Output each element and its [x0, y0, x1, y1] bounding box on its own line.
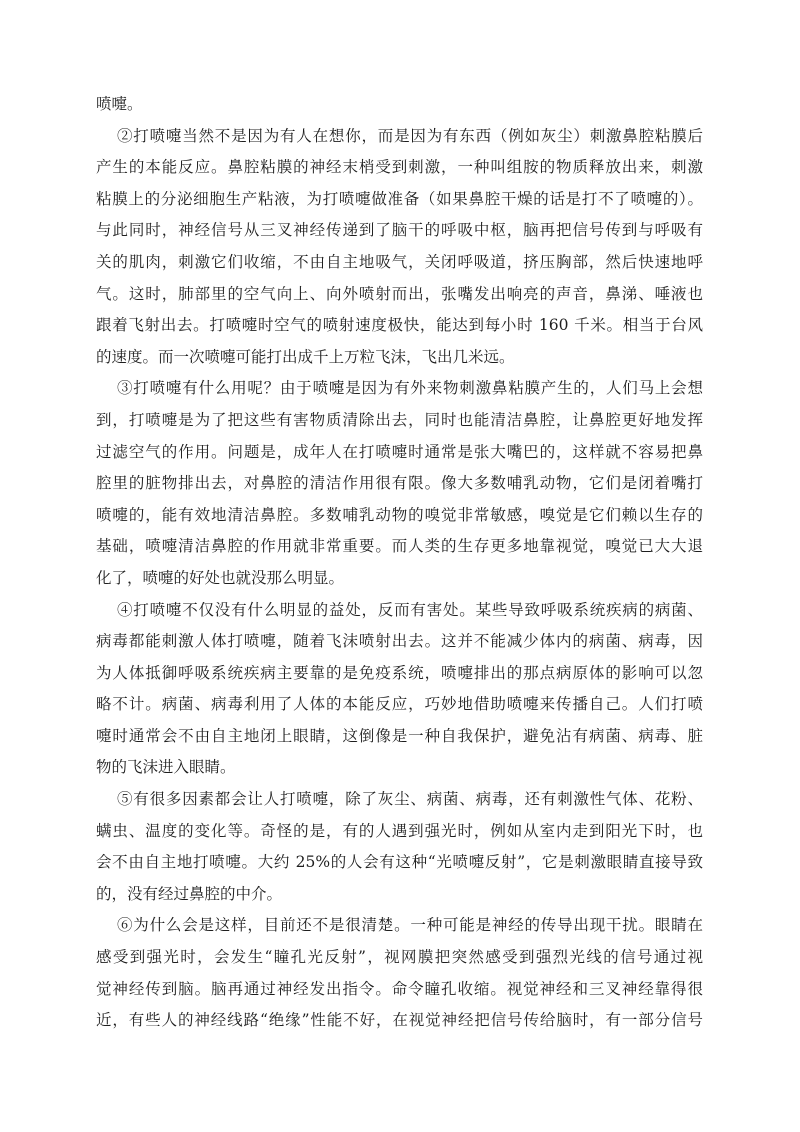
text-line: 过滤空气的作用。问题是，成年人在打喷嚏时通常是张大嘴巴的，这样就不容易把鼻: [96, 442, 703, 461]
text-line: ④打喷嚏不仅没有什么明显的益处，反而有害处。某些导致呼吸系统疾病的病菌、: [117, 600, 703, 619]
text-line: 粘膜上的分泌细胞生产粘液，为打喷嚏做准备（如果鼻腔干燥的话是打不了喷嚏的）。: [96, 189, 703, 208]
paragraph-4: [96, 595, 703, 785]
text-line: 跟着飞射出去。打喷嚏时空气的喷射速度极快，能达到每小时 160 千米。相当于台风: [96, 316, 703, 335]
text-line: ③打喷嚏有什么用呢？由于喷嚏是因为有外来物刺激鼻粘膜产生的，人们马上会想: [117, 379, 703, 398]
text-line: 嚏时通常会不由自主地闭上眼睛，这倒像是一种自我保护，避免沾有病菌、病毒、脏: [96, 726, 703, 745]
text-line: 化了，喷嚏的好处也就没那么明显。: [96, 568, 345, 587]
text-line: ⑤有很多因素都会让人打喷嚏，除了灰尘、病菌、病毒，还有刺激性气体、花粉、: [117, 790, 703, 809]
text-line: 为人体抵御呼吸系统疾病主要靠的是免疫系统，喷嚏排出的那点病原体的影响可以忽: [96, 663, 703, 682]
text-line: 气。这时，肺部里的空气向上、向外喷射而出，张嘴发出响亮的声音，鼻涕、唾液也: [96, 284, 703, 303]
paragraph-6: [96, 910, 703, 1036]
text-line: 螨虫、温度的变化等。奇怪的是，有的人遇到强光时，例如从室内走到阳光下时，也: [96, 821, 703, 840]
text-line: 感受到强光时，会发生“瞳孔光反射”，视网膜把突然感受到强烈光线的信号通过视: [96, 948, 703, 967]
text-line: 喷嚏的，能有效地清洁鼻腔。多数哺乳动物的嗅觉非常敏感，嗅觉是它们赖以生存的: [96, 505, 703, 524]
paragraph-5: [96, 784, 703, 910]
text-line: 基础，喷嚏清洁鼻腔的作用就非常重要。而人类的生存更多地靠视觉，嗅觉已大大退: [96, 537, 703, 556]
paragraph-3: [96, 373, 703, 594]
paragraph-continuation: [96, 89, 703, 121]
text-line: 腔里的脏物排出去，对鼻腔的清洁作用很有限。像大多数哺乳动物，它们是闭着嘴打: [96, 474, 703, 493]
text-line: ⑥为什么会是这样，目前还不是很清楚。一种可能是神经的传导出现干扰。眼睛在: [117, 916, 703, 935]
paragraph-2: [96, 121, 703, 374]
text-line: 略不计。病菌、病毒利用了人体的本能反应，巧妙地借助喷嚏来传播自己。人们打喷: [96, 695, 703, 714]
text-line: 会不由自主地打喷嚏。大约 25%的人会有这种“光喷嚏反射”，它是刺激眼睛直接导致: [96, 853, 703, 872]
text-line: ②打喷嚏当然不是因为有人在想你，而是因为有东西（例如灰尘）刺激鼻腔粘膜后: [117, 126, 703, 145]
text-line: 觉神经传到脑。脑再通过神经发出指令。命令瞳孔收缩。视觉神经和三叉神经靠得很: [96, 979, 703, 998]
text-line: 到，打喷嚏是为了把这些有害物质清除出去，同时也能清洁鼻腔，让鼻腔更好地发挥: [96, 410, 703, 429]
text-line: 的速度。而一次喷嚏可能打出成千上万粒飞沫，飞出几米远。: [96, 347, 515, 366]
text-line: 近，有些人的神经线路“绝缘”性能不好，在视觉神经把信号传给脑时，有一部分信号: [96, 1011, 703, 1030]
document-page: [96, 89, 703, 1037]
text-line: 产生的本能反应。鼻腔粘膜的神经末梢受到刺激，一种叫组胺的物质释放出来，刺激: [96, 158, 703, 177]
text-line: 关的肌肉，刺激它们收缩，不由自主地吸气，关闭呼吸道，挤压胸部，然后快速地呼: [96, 252, 703, 271]
text-line: 与此同时，神经信号从三叉神经传递到了脑干的呼吸中枢，脑再把信号传到与呼吸有: [96, 221, 703, 240]
text-line: 的，没有经过鼻腔的中介。: [96, 884, 283, 903]
text-line: 病毒都能刺激人体打喷嚏，随着飞沫喷射出去。这并不能减少体内的病菌、病毒，因: [96, 632, 703, 651]
text-line: 喷嚏。: [96, 95, 143, 113]
text-line: 物的飞沫进入眼睛。: [96, 758, 236, 777]
